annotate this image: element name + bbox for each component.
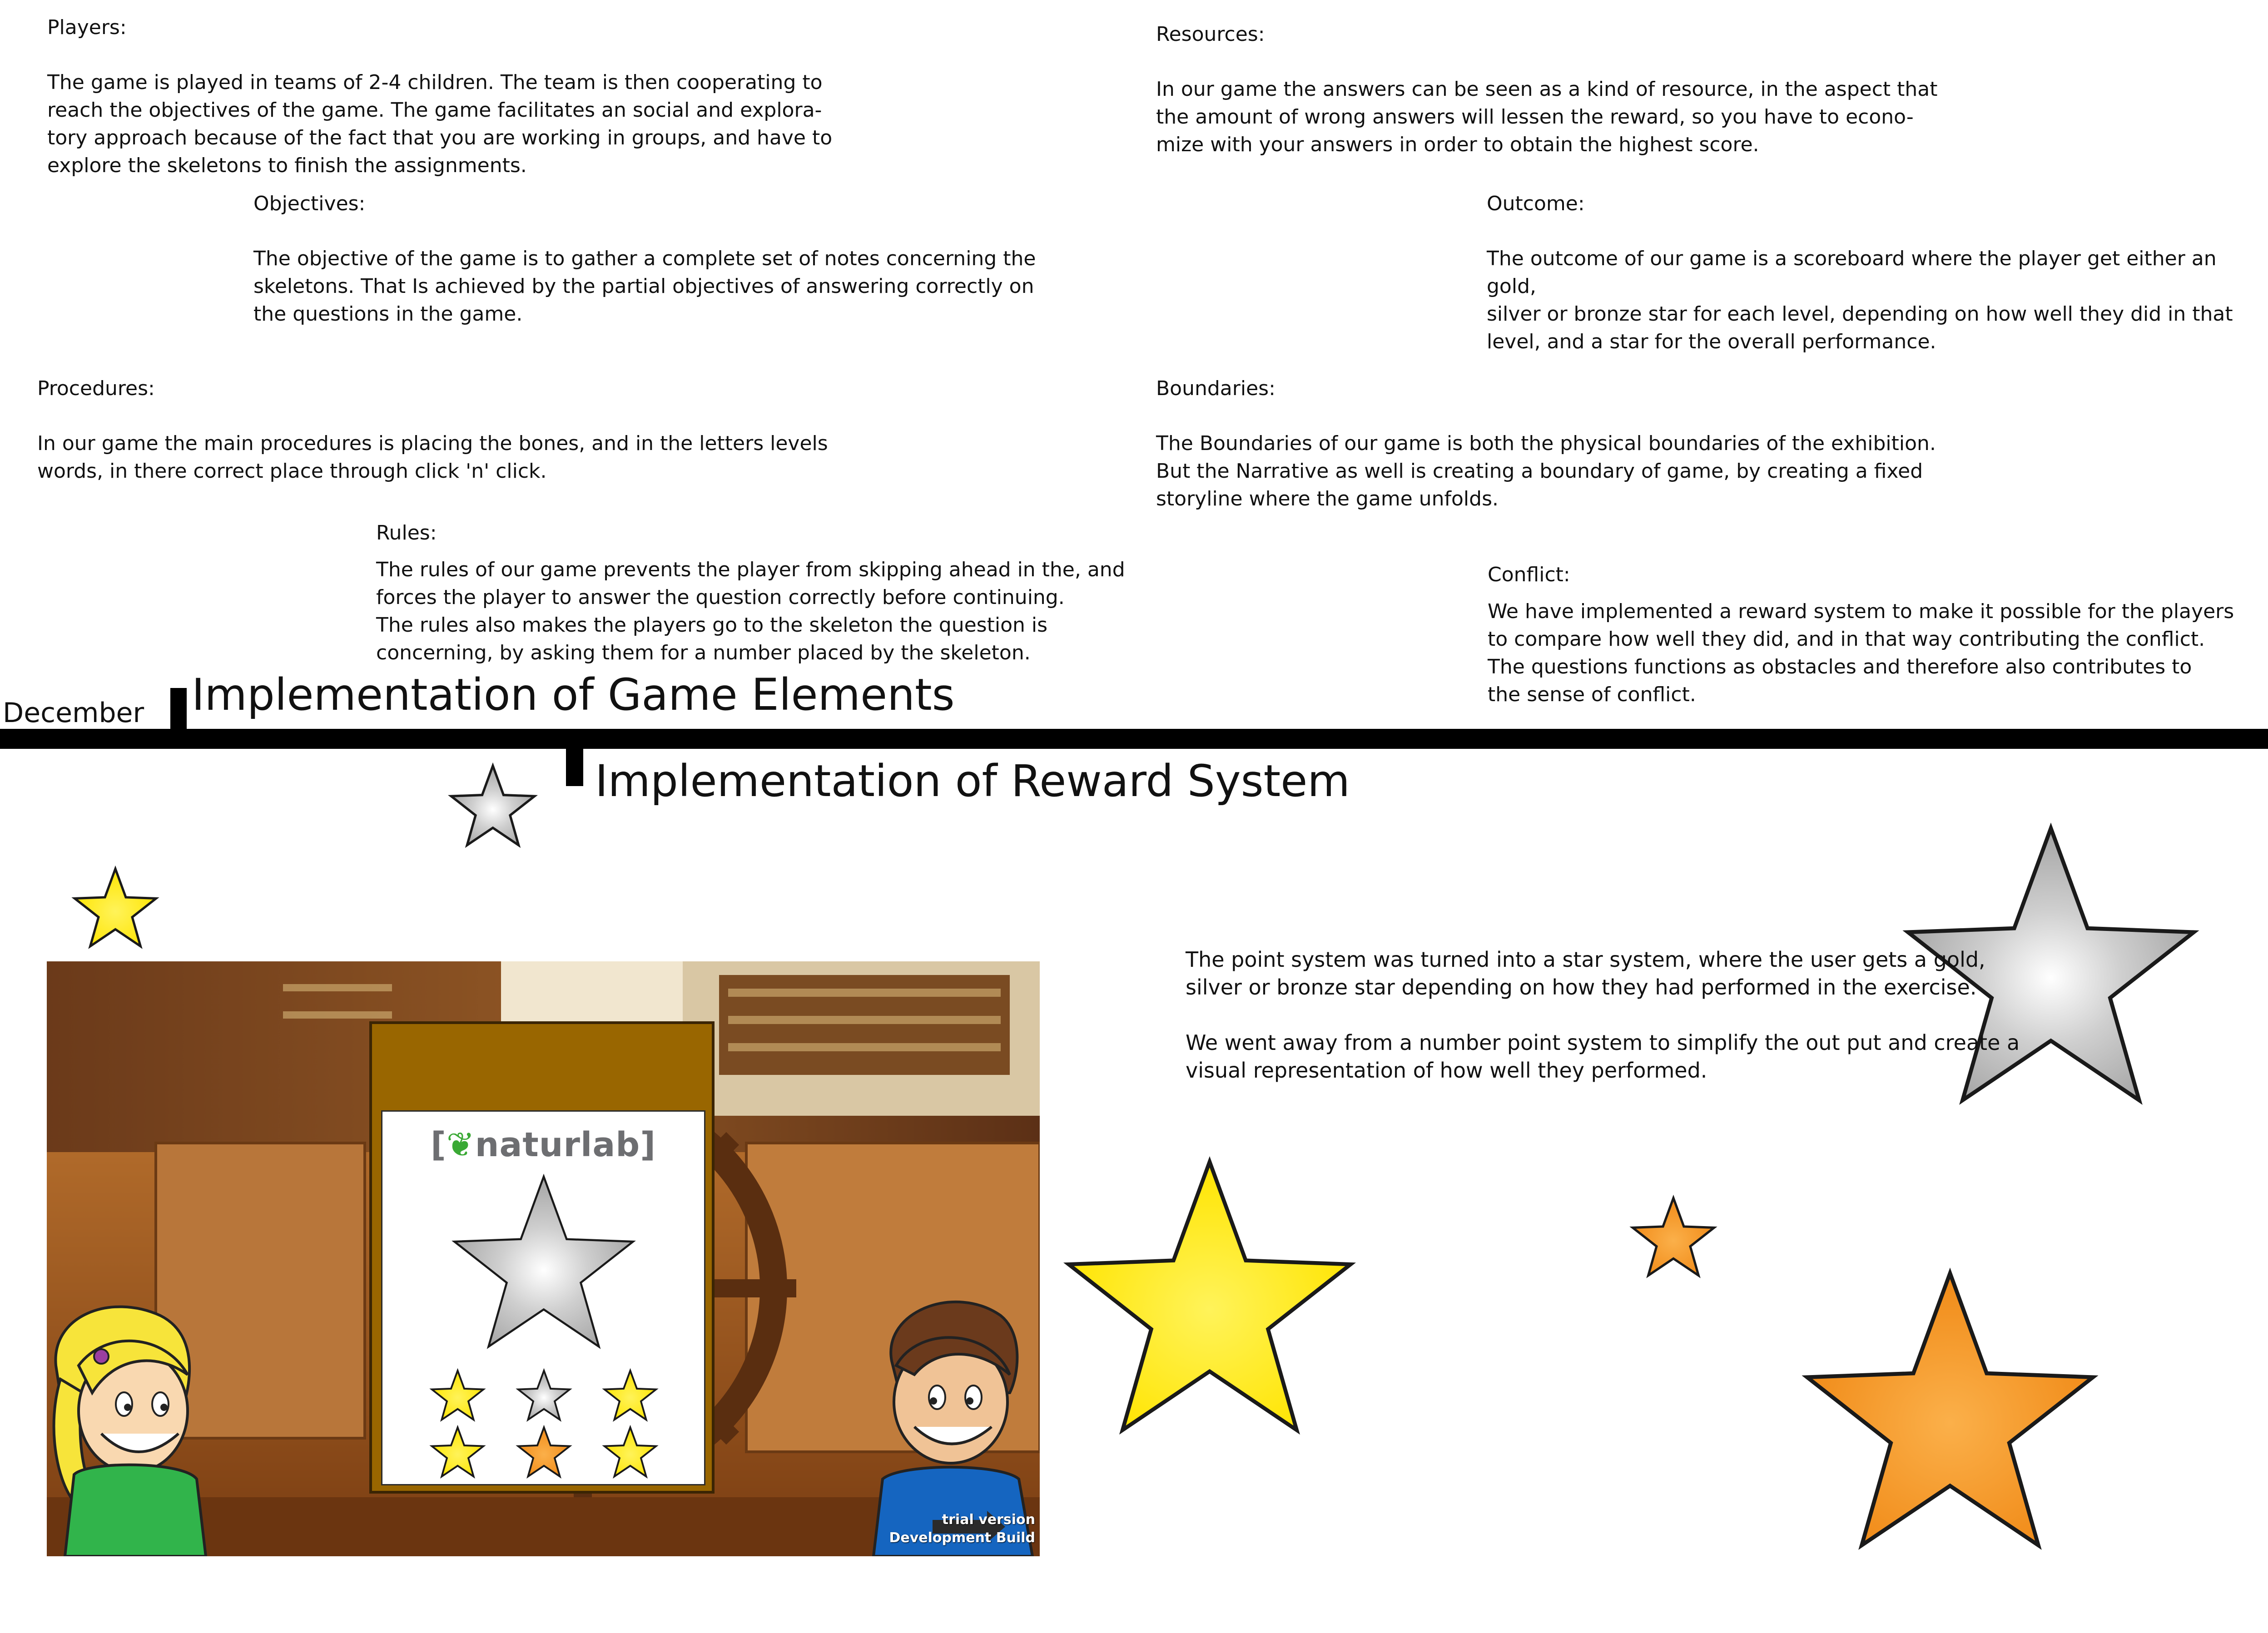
level-star-silver-icon bbox=[513, 1368, 575, 1427]
game-screenshot bbox=[47, 961, 1040, 1556]
conflict-section bbox=[1488, 561, 2234, 708]
level-star-gold-2-icon bbox=[600, 1368, 661, 1427]
conflict-heading: Conflict: bbox=[1488, 563, 1570, 586]
score-board-panel bbox=[369, 1021, 715, 1494]
overall-silver-star-icon bbox=[437, 1168, 650, 1373]
milestone-game-elements: Implementation of Game Elements bbox=[192, 669, 955, 720]
procedures-body: In our game the main procedures is placing the bones, and in the letters levels words, in there correct place through click 'n' click. bbox=[37, 432, 828, 483]
milestone-reward-system: Implementation of Reward System bbox=[595, 756, 1350, 807]
players-heading: Players: bbox=[47, 16, 127, 39]
silver-star-icon bbox=[443, 762, 543, 857]
level-star-gold-4-icon bbox=[600, 1425, 661, 1484]
resources-section bbox=[1156, 20, 1938, 158]
objectives-body: The objective of the game is to gather a complete set of notes concerning the skeletons. That Is achieved by the partial objectives of answering correctly on the questions in the game. bbox=[253, 247, 1036, 326]
reward-description bbox=[1186, 946, 2020, 1112]
players-body: The game is played in teams of 2-4 children. The team is then cooperating to reach the objectives of the game. The game facilitates an social and explora- tory approach because of the fact that you are working in groups, and have to explore the skeletons to finish the assignments. bbox=[47, 71, 833, 177]
large-bronze-star-icon bbox=[1784, 1260, 2116, 1587]
large-gold-star-icon bbox=[1044, 1149, 1375, 1471]
reward-paragraph-1: The point system was turned into a star system, where the user gets a gold, silver or bronze star depending on how they had performed in the exercise. bbox=[1186, 947, 1985, 1000]
timeline-axis bbox=[0, 729, 2268, 749]
boundaries-body: The Boundaries of our game is both the physical boundaries of the exhibition. But the Narrative as well is creating a boundary of game, by creating a fixed storyline where the game unfolds. bbox=[1156, 432, 1936, 510]
score-card bbox=[381, 1110, 705, 1485]
watermark-line-2: Development Build bbox=[889, 1530, 1035, 1546]
timeline-month: December bbox=[3, 697, 144, 729]
outcome-heading: Outcome: bbox=[1487, 192, 1585, 215]
leaf-icon: ❦ bbox=[446, 1125, 475, 1164]
players-section bbox=[47, 14, 832, 179]
resources-heading: Resources: bbox=[1156, 23, 1265, 46]
outcome-body: The outcome of our game is a scoreboard where the player get either an gold, silver or bronze star for each level, depending on how well they did in that level, and a star for the overall performance. bbox=[1487, 247, 2233, 353]
reward-paragraph-2: We went away from a number point system to simplify the out put and create a visual representation of how well they performed. bbox=[1186, 1030, 2020, 1083]
level-star-gold-3-icon bbox=[427, 1425, 488, 1484]
objectives-section bbox=[253, 190, 1036, 328]
level-star-gold-1-icon bbox=[427, 1368, 488, 1427]
girl-character bbox=[47, 1288, 210, 1556]
timeline-marker-2 bbox=[566, 749, 583, 786]
objectives-heading: Objectives: bbox=[253, 192, 366, 215]
naturlab-logo: [❦naturlab] bbox=[430, 1125, 656, 1164]
rules-body: The rules of our game prevents the player from skipping ahead in the, and forces the player to answer the question correctly before continuing. The rules also makes the players go to the skeleton the question is concerning, by asking them for a number placed by the skeleton. bbox=[376, 558, 1125, 664]
trial-watermark bbox=[889, 1511, 1035, 1547]
rules-section bbox=[376, 519, 1125, 667]
boundaries-section bbox=[1156, 375, 1936, 513]
level-star-bronze-icon bbox=[513, 1425, 575, 1484]
procedures-heading: Procedures: bbox=[37, 377, 155, 400]
rules-heading: Rules: bbox=[376, 521, 437, 544]
resources-body: In our game the answers can be seen as a kind of resource, in the aspect that the amount of wrong answers will lessen the reward, so you have to econo- mize with your answers in order to obtain the highest score. bbox=[1156, 78, 1938, 156]
procedures-section bbox=[37, 375, 828, 485]
outcome-section bbox=[1487, 190, 2268, 356]
small-bronze-star-icon bbox=[1625, 1194, 1722, 1287]
timeline-marker-1 bbox=[170, 688, 187, 729]
conflict-body: We have implemented a reward system to make it possible for the players to compare how well they did, and in that way contributing the conflict. The questions functions as obstacles and therefore also contributes to the sense of conflict. bbox=[1488, 600, 2234, 706]
boundaries-heading: Boundaries: bbox=[1156, 377, 1275, 400]
watermark-line-1: trial version bbox=[942, 1512, 1035, 1528]
gold-star-icon bbox=[67, 865, 164, 958]
